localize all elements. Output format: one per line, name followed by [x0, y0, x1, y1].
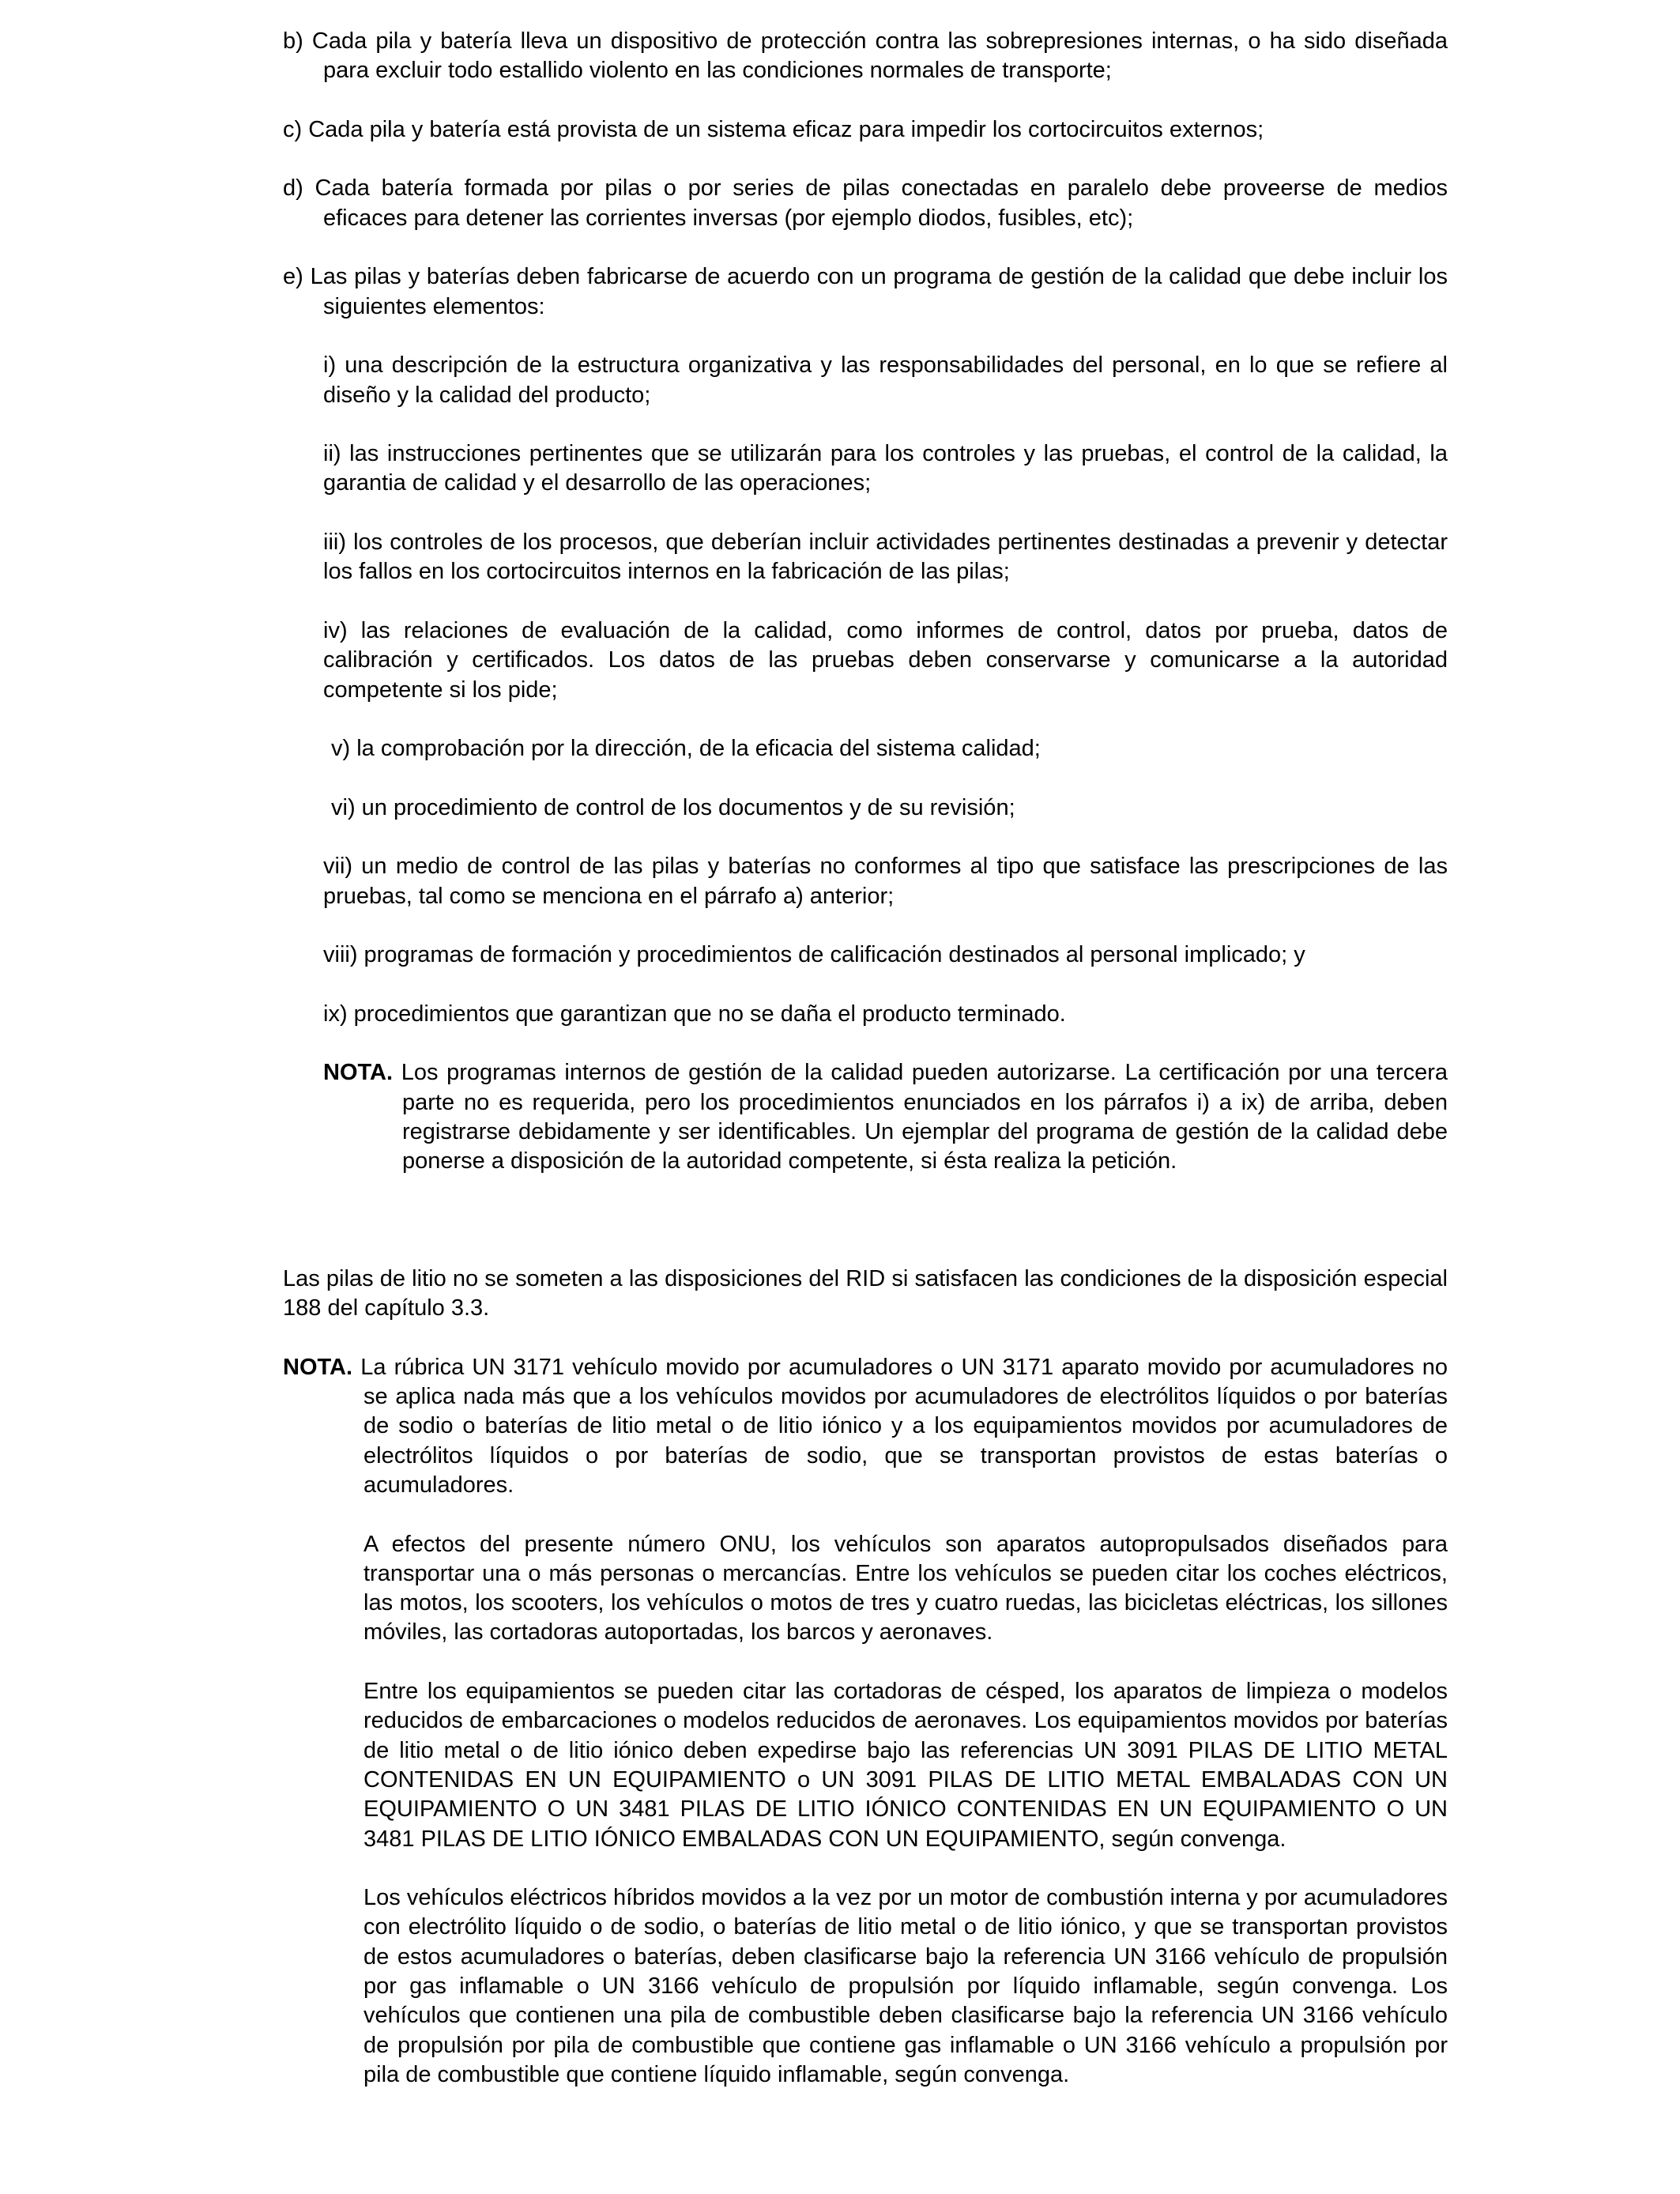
subitem-vi: vi) un procedimiento de control de los documentos y de su revisión;: [331, 794, 1015, 820]
item-d: d) Cada batería formada por pilas o por series de pilas conectadas en paralelo debe proveerse de medios eficaces para detener las corrientes inversas (por ejemplo diodos, fusibles, etc);: [283, 175, 1448, 231]
item-e: e) Las pilas y baterías deben fabricarse de acuerdo con un programa de gestión de la calidad que debe incluir los siguientes elementos:: [283, 264, 1448, 319]
lithium-paragraph: Las pilas de litio no se someten a las disposiciones del RID si satisfacen las condiciones de la disposición especial 188 del capítulo 3.3.: [283, 1265, 1448, 1321]
nota-label: NOTA.: [283, 1354, 353, 1380]
nota-label: NOTA.: [323, 1060, 394, 1086]
nota-un3171-body: La rúbrica UN 3171 vehículo movido por acumuladores o UN 3171 aparato movido por acumuladores no se aplica nada más que a los vehículos movidos por acumuladores de electrólitos líquidos o por baterías de sodio o baterías de litio metal o de litio iónico y a los equipamientos movidos por acumuladores de electrólitos líquidos o por baterías de sodio, que se transportan provistos de estas baterías o acumuladores.: [352, 1354, 1448, 1498]
subitem-iv: iv) las relaciones de evaluación de la calidad, como informes de control, datos por prueba, datos de calibración y certificados. Los datos de las pruebas deben conservarse y comunicarse a la autoridad competente si los pide;: [323, 617, 1448, 703]
nota-equipment-paragraph: Entre los equipamientos se pueden citar las cortadoras de césped, los aparatos de limpieza o modelos reducidos de embarcaciones o modelos reducidos de aeronaves. Los equipamientos movidos por baterías de litio metal o de litio iónico deben expedirse bajo las referencias UN 3091 PILAS DE LITIO METAL CONTENIDAS EN UN EQUIPAMIENTO o UN 3091 PILAS DE LITIO METAL EMBALADAS CON UN EQUIPAMIENTO O UN 3481 PILAS DE LITIO IÓNICO CONTENIDAS EN UN EQUIPAMIENTO O UN 3481 PILAS DE LITIO IÓNICO EMBALADAS CON UN EQUIPAMIENTO, según convenga.: [363, 1679, 1448, 1852]
item-c: c) Cada pila y batería está provista de un sistema eficaz para impedir los cortocircuitos externos;: [283, 116, 1264, 142]
nota-quality-text: [323, 1058, 1448, 1176]
document-page: [283, 27, 1448, 2090]
subitem-v: v) la comprobación por la dirección, de la eficacia del sistema calidad;: [331, 736, 1041, 762]
subitem-ix: ix) procedimientos que garantizan que no se daña el producto terminado.: [323, 1001, 1066, 1027]
nota-quality-programs: [283, 1058, 1448, 1176]
nota-hybrid-paragraph: Los vehículos eléctricos híbridos movidos a la vez por un motor de combustión interna y por acumuladores con electrólito líquido o de sodio, o baterías de litio metal o de litio iónico, y que se transportan provistos de estos acumuladores o baterías, deben clasificarse bajo la referencia UN 3166 vehículo de propulsión por gas inflamable o UN 3166 vehículo de propulsión por líquido inflamable, según convenga. Los vehículos que contienen una pila de combustible deben clasificarse bajo la referencia UN 3166 vehículo de propulsión por pila de combustible que contiene gas inflamable o UN 3166 vehículo a propulsión por pila de combustible que contiene líquido inflamable, según convenga.: [363, 1885, 1448, 2087]
subitem-vii: vii) un medio de control de las pilas y baterías no conformes al tipo que satisface las prescripciones de las pruebas, tal como se menciona en el párrafo a) anterior;: [323, 854, 1448, 909]
nota-vehicles-paragraph: A efectos del presente número ONU, los vehículos son aparatos autopropulsados diseñados para transportar una o más personas o mercancías. Entre los vehículos se pueden citar los coches eléctricos, las motos, los scooters, los vehículos o motos de tres y cuatro ruedas, las bicicletas eléctricas, los sillones móviles, las cortadoras autoportadas, los barcos y aeronaves.: [363, 1531, 1448, 1646]
item-b: b) Cada pila y batería lleva un dispositivo de protección contra las sobrepresiones internas, o ha sido diseñada para excluir todo estallido violento en las condiciones normales de transporte;: [283, 28, 1448, 84]
subitem-viii: viii) programas de formación y procedimientos de calificación destinados al personal implicado; y: [323, 942, 1305, 968]
nota-un3171: [283, 1353, 1448, 1500]
subitem-iii: iii) los controles de los procesos, que deberían incluir actividades pertinentes destinadas a prevenir y detectar los fallos en los cortocircuitos internos en la fabricación de las pilas;: [323, 530, 1448, 585]
subitem-i: i) una descripción de la estructura organizativa y las responsabilidades del personal, en lo que se refiere al diseño y la calidad del producto;: [323, 352, 1448, 408]
section-gap: [283, 1206, 1448, 1265]
subitem-ii: ii) las instrucciones pertinentes que se utilizarán para los controles y las pruebas, el control de la calidad, la garantia de calidad y el desarrollo de las operaciones;: [323, 441, 1448, 496]
nota-quality-body: Los programas internos de gestión de la calidad pueden autorizarse. La certificación por una tercera parte no es requerida, pero los procedimientos enunciados en los párrafos i) a ix) de arriba, deben registrarse debidamente y ser identificables. Un ejemplar del programa de gestión de la calidad debe ponerse a disposición de la autoridad competente, si ésta realiza la petición.: [393, 1060, 1448, 1174]
